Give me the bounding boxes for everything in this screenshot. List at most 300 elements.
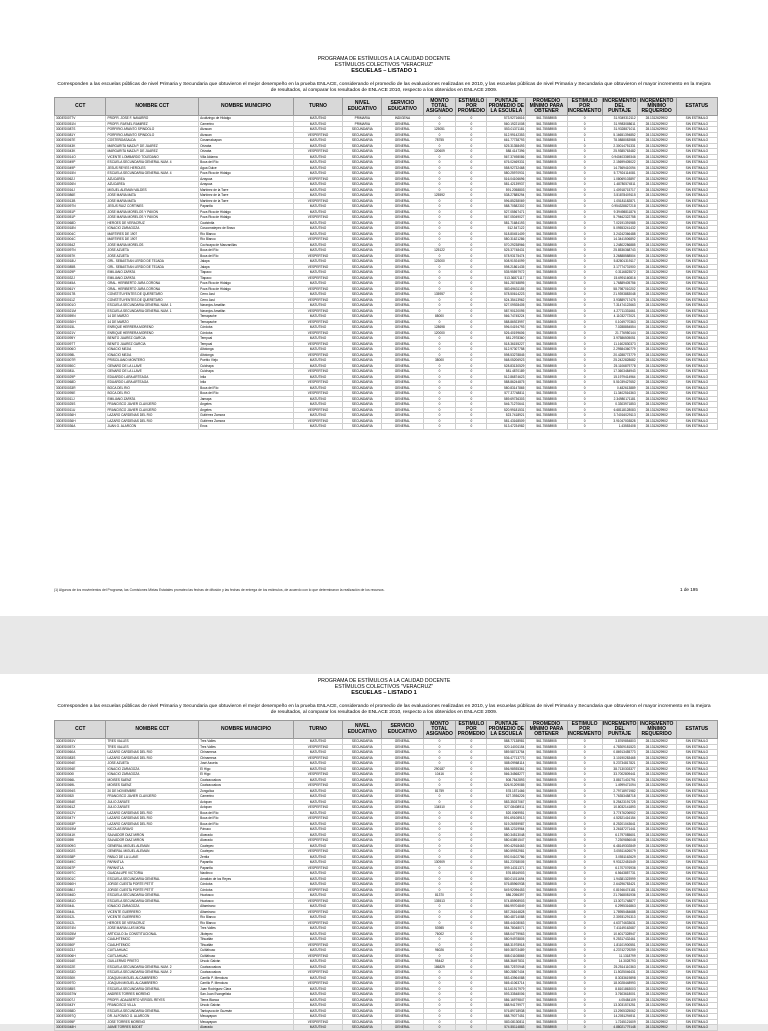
cell-incremento-minimo: 28.1312629902 (637, 127, 676, 133)
cell-puntaje: 566.74745224 (487, 314, 526, 320)
column-header-estimulo-incremento: ESTÍMULO POR INCREMENTO (567, 97, 602, 115)
cell-municipio: José Azueta (199, 761, 294, 767)
cell-servicio: GENERAL (382, 744, 423, 750)
cell-estimulo-incremento: 0 (567, 898, 602, 904)
cell-estimulo-incremento: 0 (567, 882, 602, 888)
cell-incremento-minimo: 28.1312629902 (637, 788, 676, 794)
cell-puntaje: 516.04106696 (487, 176, 526, 182)
cell-turno: MATUTINO (293, 871, 342, 877)
cell-estimulo-promedio: 0 (456, 766, 487, 772)
cell-estatus: SIN ESTÍMULO (676, 893, 717, 899)
cell-estimulo-promedio: 0 (456, 385, 487, 391)
cell-nivel: SECUNDARIA (343, 297, 382, 303)
cell-municipio: Agua Dulce (199, 165, 294, 171)
cell-monto: 0 (423, 1014, 456, 1020)
cell-servicio: GENERAL (382, 226, 423, 232)
cell-servicio: GENERAL (382, 138, 423, 144)
cell-incremento-minimo: 28.1312629902 (637, 766, 676, 772)
cell-puntaje: 525.31358493 (487, 143, 526, 149)
cell-municipio: Tihuatlán (199, 942, 294, 948)
cell-servicio: GENERAL (382, 242, 423, 248)
cell-estimulo-incremento: 0 (567, 187, 602, 193)
cell-estatus: SIN ESTÍMULO (676, 402, 717, 408)
cell-municipio: Ángeles (199, 402, 294, 408)
cell-promedio-minimo: 561.75558905 (526, 281, 567, 287)
cell-nombre-cct: JOSE AZUETA (106, 253, 199, 259)
cell-incremento-minimo: 28.1312629902 (637, 772, 676, 778)
cell-turno: MATUTINO (293, 281, 342, 287)
cell-monto: 0 (423, 253, 456, 259)
cell-nombre-cct: HEROES DE VERACRUZ (106, 220, 199, 226)
cell-estatus: SIN ESTÍMULO (676, 805, 717, 811)
cell-nivel: SECUNDARIA (343, 799, 382, 805)
cell-puntaje: 588.94179977 (487, 1003, 526, 1009)
cell-servicio: GENERAL (382, 319, 423, 325)
cell-promedio-minimo: 561.75558905 (526, 176, 567, 182)
cell-estimulo-incremento: 0 (567, 270, 602, 276)
cell-monto: 0 (423, 242, 456, 248)
cell-cct: 30DES0017B (55, 292, 106, 298)
column-header-turno: TURNO (293, 721, 342, 739)
cell-promedio-minimo: 561.75558905 (526, 843, 567, 849)
cell-turno: MATUTINO (293, 843, 342, 849)
cell-cct: 30DES0094E (55, 761, 106, 767)
cell-municipio: Naranjos Amatlán (199, 303, 294, 309)
cell-nombre-cct: COSTEÑOASALDA (106, 138, 199, 144)
cell-cct: 30DES0058D (55, 1008, 106, 1014)
cell-nivel: SECUNDARIA (343, 204, 382, 210)
cell-nombre-cct: CUAUHTEMOC (106, 937, 199, 943)
cell-estimulo-incremento: 0 (567, 319, 602, 325)
cell-incremento: 1.48780574511 (602, 182, 637, 188)
cell-servicio: GENERAL (382, 402, 423, 408)
cell-incremento-minimo: 28.1312629902 (637, 1014, 676, 1020)
cell-promedio-minimo: 561.75558905 (526, 259, 567, 265)
cell-incremento-minimo: 28.1312629902 (637, 827, 676, 833)
cell-incremento-minimo: 28.1312629902 (637, 143, 676, 149)
cell-incremento: 3.51878409115 (602, 193, 637, 199)
cell-incremento: 3.93889717475 (602, 297, 637, 303)
cell-puntaje: 581.71684193 (487, 220, 526, 226)
cell-cct: 30DES0007J (55, 997, 106, 1003)
cell-cct: 30DES0061Y (55, 286, 106, 292)
cell-promedio-minimo: 561.75558905 (526, 231, 567, 237)
cell-nivel: SECUNDARIA (343, 237, 382, 243)
cell-turno: VESPERTINO (293, 275, 342, 281)
cell-servicio: GENERAL (382, 926, 423, 932)
cell-promedio-minimo: 561.75558905 (526, 761, 567, 767)
cell-promedio-minimo: 561.75558905 (526, 396, 567, 402)
cell-incremento: 3.0551162629 (602, 854, 637, 860)
cell-monto: 0 (423, 816, 456, 822)
cell-promedio-minimo: 561.75558905 (526, 385, 567, 391)
cell-municipio: Boca del Río (199, 248, 294, 254)
cell-turno: VESPERTINO (293, 865, 342, 871)
cell-estimulo-promedio: 0 (456, 832, 487, 838)
cell-estimulo-incremento: 0 (567, 242, 602, 248)
cell-puntaje: 578.50614223 (487, 292, 526, 298)
cell-puntaje: 585.72570948 (487, 964, 526, 970)
cell-cct: 30DES0019M (55, 827, 106, 833)
cell-municipio: Boca del Río (199, 816, 294, 822)
cell-cct: 30DES0045A (55, 281, 106, 287)
cell-municipio: Enos (199, 424, 294, 430)
cell-cct: 30DES0043K (55, 149, 106, 155)
cell-cct: 30DES0067P (55, 865, 106, 871)
cell-servicio: GENERAL (382, 314, 423, 320)
cell-nombre-cct: MOISES SAENZ (106, 777, 199, 783)
cell-turno: VESPERTINO (293, 286, 342, 292)
cell-monto: 0 (423, 116, 456, 122)
cell-promedio-minimo: 561.75558905 (526, 755, 567, 761)
cell-nivel: SECUNDARIA (343, 772, 382, 778)
cell-nombre-cct: BENITO JUAREZ GARCIA (106, 341, 199, 347)
cell-servicio: GENERAL (382, 854, 423, 860)
cell-municipio: Zentla (199, 854, 294, 860)
cell-estatus: SIN ESTÍMULO (676, 176, 717, 182)
cell-servicio: GENERAL (382, 1008, 423, 1014)
cell-puntaje: 512.97307758 (487, 347, 526, 353)
cell-nivel: SECUNDARIA (343, 849, 382, 855)
cell-incremento-minimo: 28.1312629902 (637, 248, 676, 254)
cell-incremento-minimo: 28.1312629902 (637, 783, 676, 789)
cell-cct: 30DES0037W (55, 992, 106, 998)
cell-incremento-minimo: 28.1312629902 (637, 237, 676, 243)
cell-incremento: 38.7130303377 (602, 766, 637, 772)
cell-turno: VESPERTINO (293, 953, 342, 959)
cell-estimulo-promedio: 0 (456, 424, 487, 430)
cell-monto: 0 (423, 843, 456, 849)
cell-estatus: SIN ESTÍMULO (676, 739, 717, 745)
cell-promedio-minimo: 561.75558905 (526, 777, 567, 783)
cell-incremento-minimo: 28.1312629902 (637, 744, 676, 750)
cell-turno: MATUTINO (293, 931, 342, 937)
cell-estimulo-promedio: 0 (456, 347, 487, 353)
cell-incremento-minimo: 28.1312629902 (637, 220, 676, 226)
cell-nivel: SECUNDARIA (343, 149, 382, 155)
cell-turno: MATUTINO (293, 424, 342, 430)
cell-monto: 0 (423, 198, 456, 204)
description-text: Corresponden a las escuelas públicas de nivel Primaria y Secundaria que obtuvieron el mejor desempeño en la prueba ENLACE, considerando el promedio de las evaluaciones realizadas en 2010, y las escuelas públicas de nivel Primaria y Secundaria que obtuvieron el mayor incremento en la mejora de resultados, al comparar los resultados de ENLACE 2010, respecto a los obtenidos en ENLACE 2009. (57, 704, 711, 715)
cell-monto: 0 (423, 380, 456, 386)
cell-monto: 0 (423, 407, 456, 413)
column-header-turno: TURNO (293, 98, 342, 116)
cell-puntaje: 588.12319964 (487, 827, 526, 833)
cell-nombre-cct: ESCUELA SECUNDARIA GENERAL NUM. 1 (106, 303, 199, 309)
cell-incremento-minimo: 28.1312629902 (637, 253, 676, 259)
cell-promedio-minimo: 561.75558905 (526, 981, 567, 987)
cell-estimulo-promedio: 0 (456, 143, 487, 149)
cell-nivel: SECUNDARIA (343, 981, 382, 987)
cell-servicio: GENERAL (382, 407, 423, 413)
cell-incremento: 0.482613889 (602, 385, 637, 391)
cell-monto: 0 (423, 187, 456, 193)
cell-cct: 30DES0013B (55, 198, 106, 204)
cell-incremento: 14.3441506892 (602, 237, 637, 243)
cell-municipio: Altotonga (199, 347, 294, 353)
cell-incremento: 6.5643857731 (602, 871, 637, 877)
cell-nivel: SECUNDARIA (343, 418, 382, 424)
column-header-cct: CCT (55, 721, 106, 739)
cell-servicio: GENERAL (382, 121, 423, 127)
cell-estatus: SIN ESTÍMULO (676, 827, 717, 833)
cell-nivel: SECUNDARIA (343, 292, 382, 298)
cell-monto: 0 (423, 171, 456, 177)
cell-turno: VESPERTINO (293, 920, 342, 926)
cell-cct: 30DES0015L (55, 325, 106, 331)
cell-incremento-minimo: 28.1312629902 (637, 275, 676, 281)
cell-cct: 30DES0002S (55, 849, 106, 855)
cell-promedio-minimo: 561.75558905 (526, 788, 567, 794)
cell-servicio: GENERAL (382, 986, 423, 992)
cell-cct: 30DES0036H (55, 418, 106, 424)
cell-incremento-minimo: 28.1312629902 (637, 843, 676, 849)
cell-turno: VESPERTINO (293, 744, 342, 750)
cell-estimulo-incremento: 0 (567, 761, 602, 767)
cell-nombre-cct: SALVADOR DIAZ MIRON (106, 832, 199, 838)
cell-servicio: GENERAL (382, 253, 423, 259)
cell-nombre-cct: JORGE CUESTA PORTE PETIT (106, 887, 199, 893)
cell-estatus: SIN ESTÍMULO (676, 314, 717, 320)
cell-promedio-minimo: 561.75558905 (526, 182, 567, 188)
cell-promedio-minimo: 561.75558905 (526, 832, 567, 838)
cell-promedio-minimo: 561.75558905 (526, 264, 567, 270)
cell-estatus: SIN ESTÍMULO (676, 149, 717, 155)
cell-nivel: SECUNDARIA (343, 352, 382, 358)
cell-nombre-cct: IGNACIO ZARAGOZA (106, 904, 199, 910)
cell-estimulo-promedio: 0 (456, 374, 487, 380)
cell-cct: 30DES0044L (55, 904, 106, 910)
cell-municipio: Ángeles (199, 407, 294, 413)
cell-nivel: SECUNDARIA (343, 860, 382, 866)
cell-monto: 123000 (423, 259, 456, 265)
cell-municipio: Cerro Azul (199, 292, 294, 298)
cell-puntaje: 581.42139937 (487, 182, 526, 188)
cell-servicio: GENERAL (382, 783, 423, 789)
cell-nivel: SECUNDARIA (343, 347, 382, 353)
cell-cct: 30DES0025S (55, 402, 106, 408)
cell-estimulo-promedio: 0 (456, 805, 487, 811)
cell-turno: MATUTINO (293, 882, 342, 888)
cell-promedio-minimo: 561.75558905 (526, 319, 567, 325)
cell-servicio: GENERAL (382, 931, 423, 937)
cell-incremento-minimo: 28.1312629902 (637, 838, 676, 844)
cell-incremento: 5.09553241432 (602, 226, 637, 232)
cell-incremento: 3.24242366488 (602, 231, 637, 237)
cell-cct: 30DES0025M (55, 931, 106, 937)
cell-monto: 0 (423, 1003, 456, 1009)
cell-turno: VESPERTINO (293, 1019, 342, 1025)
cell-incremento-minimo: 28.1312629902 (637, 380, 676, 386)
cell-nombre-cct: FRANCISCO JAVIER CLAVIJERO (106, 407, 199, 413)
cell-municipio: Orizaba (199, 143, 294, 149)
cell-estimulo-promedio: 0 (456, 187, 487, 193)
cell-estatus: SIN ESTÍMULO (676, 882, 717, 888)
cell-promedio-minimo: 561.75558905 (526, 303, 567, 309)
cell-estatus: SIN ESTÍMULO (676, 799, 717, 805)
cell-nivel: SECUNDARIA (343, 171, 382, 177)
cell-estatus: SIN ESTÍMULO (676, 992, 717, 998)
cell-estimulo-promedio: 0 (456, 259, 487, 265)
cell-turno: MATUTINO (293, 121, 342, 127)
cell-nombre-cct: LAZARO CARDENAS DEL RIO (106, 821, 199, 827)
cell-incremento-minimo: 28.1312629902 (637, 336, 676, 342)
cell-estatus: SIN ESTÍMULO (676, 986, 717, 992)
cell-estatus: SIN ESTÍMULO (676, 816, 717, 822)
cell-servicio: GENERAL (382, 942, 423, 948)
cell-nombre-cct: GENERAL MIGUEL ALEMAN (106, 843, 199, 849)
cell-incremento: 11.1602830373 (602, 341, 637, 347)
cell-estimulo-promedio: 0 (456, 248, 487, 254)
cell-incremento-minimo: 28.1312629902 (637, 259, 676, 265)
cell-estimulo-promedio: 0 (456, 926, 487, 932)
cell-incremento: 13.2905325062 (602, 1008, 637, 1014)
cell-servicio: GENERAL (382, 832, 423, 838)
cell-servicio: GENERAL (382, 281, 423, 287)
cell-puntaje: 519.26939987 (487, 821, 526, 827)
cell-promedio-minimo: 561.75558905 (526, 959, 567, 965)
column-header-municipio: NOMBRE MUNICIPIO (199, 98, 294, 116)
cell-estimulo-promedio: 0 (456, 138, 487, 144)
cell-estimulo-promedio: 0 (456, 915, 487, 921)
cell-estimulo-promedio: 0 (456, 336, 487, 342)
cell-municipio: Boca del Río (199, 253, 294, 259)
cell-cct: 30DES0033D (55, 970, 106, 976)
cell-puntaje: 588.86244875 (487, 380, 526, 386)
cell-estatus: SIN ESTÍMULO (676, 303, 717, 309)
cell-incremento: 3.10190283465 (602, 755, 637, 761)
cell-promedio-minimo: 561.75558905 (526, 402, 567, 408)
cell-incremento-minimo: 28.1312629902 (637, 138, 676, 144)
cell-cct: 30DES0067E (55, 138, 106, 144)
cell-incremento-minimo: 28.1312629902 (637, 204, 676, 210)
cell-nivel: SECUNDARIA (343, 838, 382, 844)
cell-cct: 30DES0097N (55, 204, 106, 210)
cell-turno: VESPERTINO (293, 970, 342, 976)
cell-nombre-cct: ARTICULO 3o CONSTITUCIONAL (106, 931, 199, 937)
cell-incremento-minimo: 28.1312629902 (637, 739, 676, 745)
cell-nivel: SECUNDARIA (343, 226, 382, 232)
cell-servicio: GENERAL (382, 970, 423, 976)
cell-municipio: Chinameca (199, 755, 294, 761)
cell-cct: 30DES0069L (55, 783, 106, 789)
cell-incremento-minimo: 28.1312629902 (637, 413, 676, 419)
cell-monto: 120000 (423, 330, 456, 336)
cell-cct: 30DES0048H (55, 1025, 106, 1031)
cell-promedio-minimo: 561.75558905 (526, 292, 567, 298)
cell-estimulo-promedio: 0 (456, 253, 487, 259)
cell-estimulo-promedio: 0 (456, 761, 487, 767)
cell-estimulo-promedio: 0 (456, 198, 487, 204)
cell-turno: VESPERTINO (293, 772, 342, 778)
cell-municipio: Úrsulo Galván (199, 959, 294, 965)
table-row (55, 1025, 718, 1031)
cell-puntaje: 584.78048071 (487, 926, 526, 932)
cell-estimulo-promedio: 0 (456, 964, 487, 970)
cell-cct: 30DES0012L (55, 920, 106, 926)
cell-estimulo-promedio: 0 (456, 783, 487, 789)
cell-estimulo-promedio: 0 (456, 777, 487, 783)
cell-puntaje: 567.37498086 (487, 154, 526, 160)
cell-incremento: 2.15699405022 (602, 160, 637, 166)
cell-promedio-minimo: 561.75558905 (526, 242, 567, 248)
cell-nivel: SECUNDARIA (343, 783, 382, 789)
cell-monto: 0 (423, 942, 456, 948)
cell-servicio: GENERAL (382, 876, 423, 882)
cell-incremento-minimo: 28.1312629902 (637, 821, 676, 827)
cell-municipio: Camerino (199, 121, 294, 127)
cell-nivel: SECUNDARIA (343, 975, 382, 981)
cell-estatus: SIN ESTÍMULO (676, 143, 717, 149)
cell-monto: 134510 (423, 805, 456, 811)
column-header-monto: MONTO TOTAL ASIGNADO (423, 98, 456, 116)
cell-nivel: SECUNDARIA (343, 127, 382, 133)
cell-incremento-minimo: 28.1312629902 (637, 893, 676, 899)
cell-promedio-minimo: 561.75558905 (526, 215, 567, 221)
cell-servicio: GENERAL (382, 871, 423, 877)
cell-estimulo-incremento: 0 (567, 777, 602, 783)
cell-monto: 125592 (423, 193, 456, 199)
cell-nivel: SECUNDARIA (343, 816, 382, 822)
cell-puntaje: 578.93175474 (487, 253, 526, 259)
cell-incremento: 2.30014751331 (602, 143, 637, 149)
cell-nivel: SECUNDARIA (343, 402, 382, 408)
cell-municipio: Coatepec (199, 843, 294, 849)
cell-estimulo-promedio: 0 (456, 171, 487, 177)
cell-estimulo-incremento: 0 (567, 964, 602, 970)
cell-promedio-minimo: 561.75558905 (526, 418, 567, 424)
cell-servicio: GENERAL (382, 336, 423, 342)
cell-incremento-minimo: 28.1312629902 (637, 374, 676, 380)
cell-incremento: 6.48149302849 (602, 843, 637, 849)
cell-turno: MATUTINO (293, 937, 342, 943)
cell-cct: 30DES0050F (55, 937, 106, 943)
cell-nombre-cct: 14 DE MARZO (106, 314, 199, 320)
cell-municipio: Tempoal (199, 336, 294, 342)
cell-municipio: Coatzacoalcos (199, 783, 294, 789)
cell-estatus: SIN ESTÍMULO (676, 783, 717, 789)
cell-municipio: Martínez de la Torre (199, 187, 294, 193)
cell-municipio: Cuitláhuac (199, 953, 294, 959)
cell-promedio-minimo: 561.75558905 (526, 975, 567, 981)
cell-municipio: San Juan Evangelista (199, 992, 294, 998)
cell-promedio-minimo: 561.75558905 (526, 805, 567, 811)
cell-monto: 0 (423, 882, 456, 888)
cell-cct: 30DES0006O (55, 347, 106, 353)
cell-nivel: SECUNDARIA (343, 898, 382, 904)
cell-estimulo-promedio: 0 (456, 407, 487, 413)
cell-turno: MATUTINO (293, 750, 342, 756)
cell-turno: VESPERTINO (293, 838, 342, 844)
cell-nivel: SECUNDARIA (343, 865, 382, 871)
cell-nombre-cct: PRISCILIANO MONTERO (106, 358, 199, 364)
cell-monto: 0 (423, 915, 456, 921)
cell-incremento: 25.2422828682 (602, 358, 637, 364)
cell-turno: VESPERTINO (293, 330, 342, 336)
cell-estimulo-promedio: 0 (456, 231, 487, 237)
cell-puntaje: 580.83147865 (487, 385, 526, 391)
cell-promedio-minimo: 561.75558905 (526, 341, 567, 347)
cell-cct: 30DES0086E (55, 193, 106, 199)
cell-puntaje: 578.1571466 (487, 788, 526, 794)
cell-estimulo-incremento: 0 (567, 755, 602, 761)
cell-estatus: SIN ESTÍMULO (676, 154, 717, 160)
cell-estimulo-promedio: 0 (456, 799, 487, 805)
cell-servicio: GENERAL (382, 198, 423, 204)
cell-nombre-cct: JOAQUIN MIGUEL ALCAMBRERO (106, 981, 199, 987)
cell-estimulo-incremento: 0 (567, 981, 602, 987)
cell-servicio: GENERAL (382, 838, 423, 844)
